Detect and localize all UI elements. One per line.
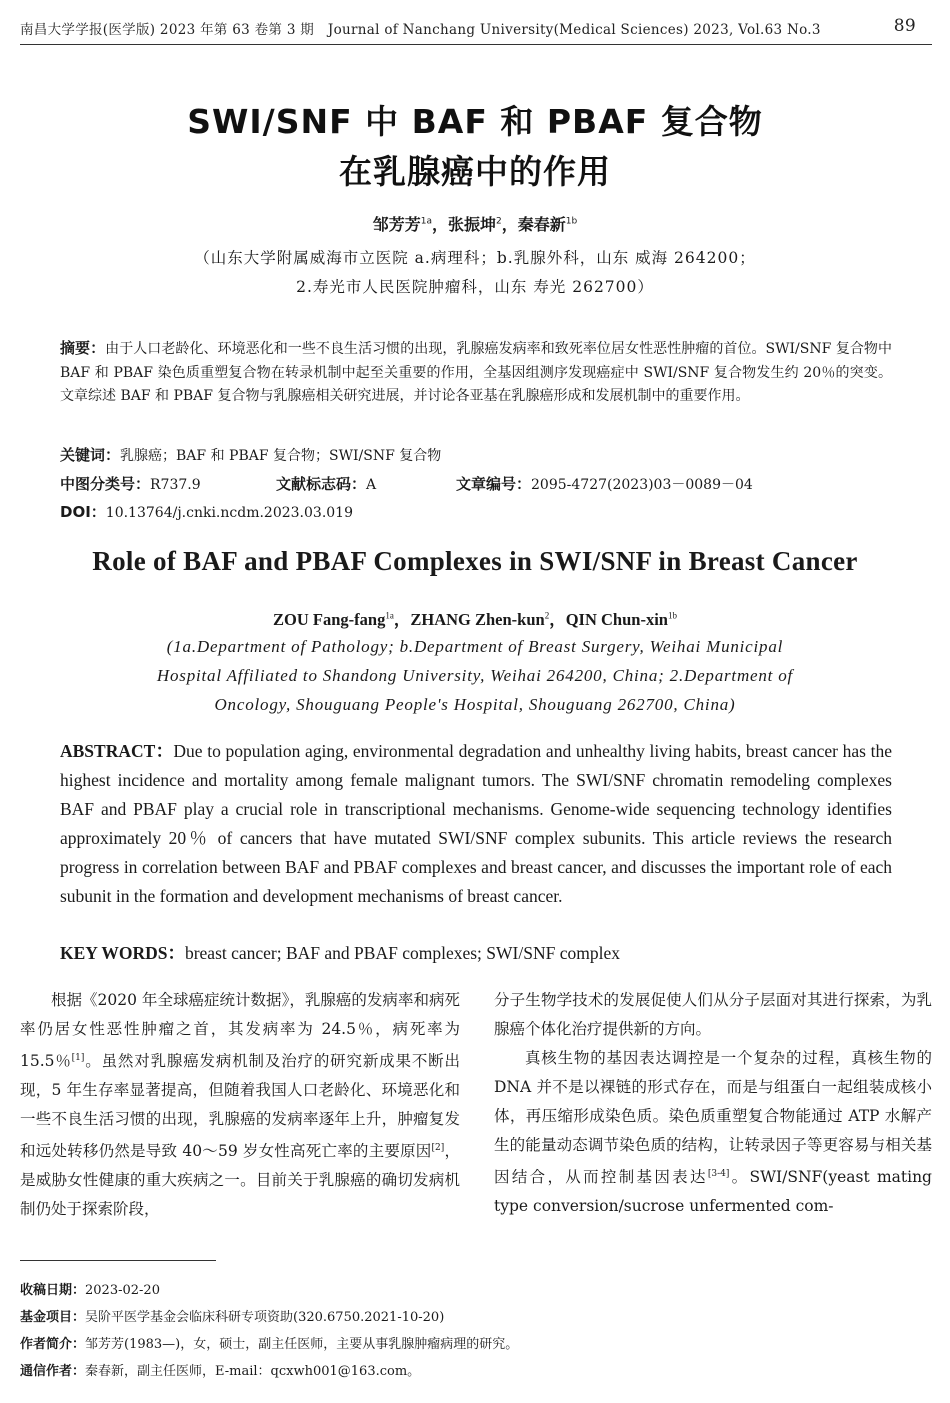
abstract-en-label: ABSTRACT： <box>60 741 174 761</box>
footnote-text: 2023-02-20 <box>85 1283 160 1298</box>
author-sep: ， <box>501 215 518 234</box>
footnote-correspondence <box>20 1360 420 1379</box>
clc-item <box>60 473 201 494</box>
title-cn-line1: SWI/SNF 中 BAF 和 PBAF 复合物 <box>187 102 763 141</box>
author-name-en: ZOU Fang-fang <box>273 610 386 629</box>
keywords-cn <box>60 444 441 465</box>
journal-citation: 南昌大学学报(医学版) 2023 年第 63 卷第 3 期 Journal of Nanchang University(Medical Sciences) 2023, Vol.63 No.3 <box>20 22 821 38</box>
author-name-en: ZHANG Zhen-kun <box>410 610 545 629</box>
body-paragraph <box>494 1044 932 1221</box>
body-text: ，是威胁女性健康的重大疾病之一。目前关于乳腺癌的确切发病机制仍处于探索阶段， <box>20 1142 460 1219</box>
article-no-item <box>456 473 753 494</box>
title-cn-line2: 在乳腺癌中的作用 <box>339 152 611 191</box>
running-head <box>20 18 918 44</box>
footnote-author-bio <box>20 1333 518 1352</box>
body-text: 。SWI/SNF(yeast mating type conversion/sucrose unfermented com- <box>494 1168 932 1216</box>
author-affil-sup: 1a <box>420 216 432 227</box>
body-text: 真核生物的基因表达调控是一个复杂的过程，真核生物的 DNA 并不是以裸链的形式存在，而是与组蛋白一起组装成核小体，再压缩形成染色质。染色质重塑复合物能通过 ATP 水解产生的能量动态调节染色质的结构，让转录因子等更容易与相关基因结合，从而控制基因表达 <box>494 1049 932 1187</box>
footnote-label: 通信作者： <box>20 1364 86 1379</box>
body-text: 。虽然对乳腺癌发病机制及治疗的研究新成果不断出现，5 年生存率显著提高，但随着我国人口老龄化、环境恶化和一些不良生活习惯的出现，乳腺癌的发病率逐年上升，肿瘤复发和远处转移仍然是导致 40～59 岁女性高死亡率的主要原因 <box>20 1052 460 1161</box>
doi-label: DOI： <box>60 503 106 521</box>
author-name: 邹芳芳 <box>372 215 421 234</box>
footnote-text: 吴阶平医学基金会临床科研专项资助(320.6750.2021-10-20) <box>85 1310 445 1325</box>
doc-code-value: A <box>366 477 377 493</box>
abstract-en <box>60 737 892 911</box>
affiliation-en-line1: (1a.Department of Pathology; b.Department of Breast Surgery, Weihai Municipal <box>166 637 784 656</box>
keywords-cn-text: 乳腺癌；BAF 和 PBAF 复合物；SWI/SNF 复合物 <box>120 448 442 464</box>
affiliation-en-line2: Hospital Affiliated to Shandong University, Weihai 264200, China; 2.Department of <box>156 666 794 685</box>
footnote-text[interactable]: 秦春新，副主任医师，E-mail：qcxwh001@163.com。 <box>85 1364 421 1379</box>
body-column-left <box>20 986 460 1224</box>
citation-ref[interactable]: [3-4] <box>707 1169 730 1179</box>
body-column-right <box>494 986 932 1221</box>
author-name: 张振坤 <box>448 215 497 234</box>
keywords-en-text: breast cancer; BAF and PBAF complexes; SWI/SNF complex <box>184 943 620 963</box>
citation-ref[interactable]: [2] <box>431 1143 445 1154</box>
citation-ref[interactable]: [1] <box>71 1053 85 1063</box>
author-affil-sup: 2 <box>496 216 502 227</box>
abstract-en-text: Due to population aging, environmental degradation and unhealthy living habits, breast cancer has the highest incidence and mortality among female malignant tumors. The SWI/SNF chromatin remodeling complexes BAF and PBAF play a crucial role in transcriptional mechanisms. Genome-wide sequencing technology identifies approximately 20％ of cancers that have mutated SWI/SNF complex subunits. This article reviews the research progress in correlation between BAF and PBAF complexes and breast cancer, and discusses the important role of each subunit in the formation and development mechanisms of breast cancer. <box>60 741 892 906</box>
author-name-en: QIN Chun-xin <box>565 610 668 629</box>
clc-value: R737.9 <box>150 477 201 493</box>
keywords-en <box>60 940 620 965</box>
author-affil-sup: 1b <box>667 610 677 621</box>
footnote-received <box>20 1279 160 1298</box>
keywords-cn-label: 关键词： <box>60 446 121 464</box>
doc-code-label: 文献标志码： <box>276 475 367 493</box>
abstract-cn-text: 由于人口老龄化、环境恶化和一些不良生活习惯的出现，乳腺癌发病率和致死率位居女性恶性肿瘤的首位。SWI/SNF 复合物中 BAF 和 PBAF 染色质重塑复合物在转录机制中起至关重要的作用，全基因组测序发现癌症中 SWI/SNF 复合物发生约 20％的突变。文章综述 BAF 和 PBAF 复合物与乳腺癌相关研究进展，并讨论各亚基在乳腺癌形成和发展机制中的重要作用。 <box>60 341 892 404</box>
footnote-text: 邹芳芳(1983—)，女，硕士，副主任医师，主要从事乳腺肿瘤病理的研究。 <box>85 1337 519 1352</box>
doi-value[interactable]: 10.13764/j.cnki.ncdm.2023.03.019 <box>105 505 353 521</box>
abstract-cn <box>60 337 892 409</box>
article-no-label: 文章编号： <box>456 475 532 493</box>
authors-en <box>0 606 950 630</box>
page-number: 89 <box>893 16 916 36</box>
body-paragraph: 分子生物学技术的发展促使人们从分子层面对其进行探索，为乳腺癌个体化治疗提供新的方向。 <box>494 991 932 1038</box>
affiliation-cn-line2: 2.寿光市人民医院肿瘤科，山东 寿光 262700） <box>296 278 654 296</box>
affiliation-en-line3: Oncology, Shouguang People's Hospital, Shouguang 262700, China) <box>214 695 736 714</box>
body-text: 根据《2020 年全球癌症统计数据》，乳腺癌的发病率和病死率仍居女性恶性肿瘤之首，其发病率为 24.5％，病死率为 15.5％ <box>20 991 460 1071</box>
affiliation-cn-line1: （山东大学附属威海市立医院 a.病理科；b.乳腺外科，山东 威海 264200； <box>194 249 756 267</box>
footnote-label: 收稿日期： <box>20 1283 86 1298</box>
author-sep: ， <box>549 610 566 629</box>
footnote-funding <box>20 1306 444 1325</box>
author-affil-sup: 1b <box>565 216 578 227</box>
footnote-rule <box>20 1260 216 1261</box>
article-no-value: 2095-4727(2023)03－0089－04 <box>531 477 753 493</box>
author-affil-sup: 1a <box>385 610 394 621</box>
author-affil-sup: 2 <box>544 610 550 621</box>
author-sep: ， <box>432 215 449 234</box>
affiliation-en <box>0 632 950 719</box>
abstract-cn-label: 摘要： <box>60 339 106 357</box>
clc-label: 中图分类号： <box>60 475 151 493</box>
authors-cn <box>0 212 950 235</box>
doc-code-item <box>276 473 376 494</box>
footnote-label: 作者简介： <box>20 1337 86 1352</box>
header-rule <box>20 44 932 45</box>
author-name: 秦春新 <box>517 215 566 234</box>
keywords-en-label: KEY WORDS： <box>60 943 185 963</box>
title-en: Role of BAF and PBAF Complexes in SWI/SNF in Breast Cancer <box>92 546 858 576</box>
doi-row <box>60 501 353 522</box>
footnote-label: 基金项目： <box>20 1310 86 1325</box>
body-paragraph <box>20 986 460 1224</box>
author-sep: ， <box>393 610 411 629</box>
